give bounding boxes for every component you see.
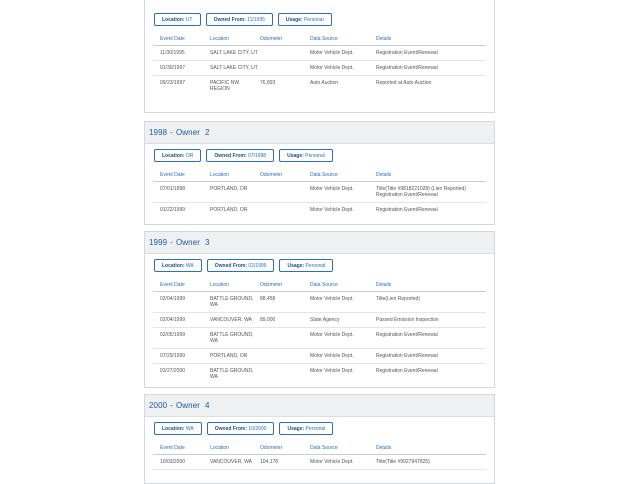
owned-from-chip[interactable]: Owned From: 10/2000 (207, 422, 275, 435)
owner-chips (145, 254, 494, 272)
owner-card-1 (144, 0, 495, 113)
owner-title: 1999 - Owner 3 (149, 238, 210, 247)
table-row: 07/01/1998 PORTLAND, OR Motor Vehicle Dept. Title(Title #9818221028) (Lien Reported) Registration Event/Renewal (153, 182, 486, 203)
col-event-date: Event Date (160, 36, 185, 42)
owner-chips (145, 417, 494, 435)
col-odometer: Odometer (260, 36, 283, 42)
owned-from-chip[interactable]: Owned From: 07/1998 (206, 149, 274, 162)
location-chip[interactable]: Location: UT (154, 13, 201, 26)
col-location: Location (210, 36, 229, 42)
owner-card-3 (144, 231, 495, 388)
owner-title: 1998 - Owner 2 (149, 128, 210, 137)
table-row: 07/29/1999 PORTLAND, OR Motor Vehicle Dept. Registration Event/Renewal (153, 349, 486, 364)
events-table (153, 445, 486, 470)
table-row: 09/23/1997 PACIFIC NW REGION 76,893 Auto Auction Reported at Auto Auction (160, 80, 432, 92)
usage-chip[interactable]: Usage: Personal (279, 259, 333, 272)
events-table (153, 36, 486, 96)
table-row: 02/05/1999 BATTLE GROUND, WA Motor Vehicle Dept. Registration Event/Renewal (153, 328, 486, 349)
location-chip[interactable]: Location: WA (154, 422, 202, 435)
owner-chips (145, 0, 494, 26)
table-header: Event Date Location Odometer Data Source Details (153, 282, 486, 292)
usage-chip[interactable]: Usage: Personal (279, 422, 333, 435)
location-chip[interactable]: Location: WA (154, 259, 202, 272)
col-details: Details (376, 36, 392, 42)
owner-chips (145, 144, 494, 162)
owner-header (145, 122, 494, 144)
table-row: 01/22/1999 PORTLAND, OR Motor Vehicle Dept. Registration Event/Renewal (160, 207, 438, 213)
table-row: 03/27/2000 BATTLE GROUND, WA Motor Vehicle Dept. Registration Event/Renewal (160, 368, 438, 380)
table-header (153, 36, 486, 46)
table-row: 01/30/1997 SALT LAKE CITY, UT Motor Vehicle Dept. Registration Event/Renewal (153, 61, 486, 76)
table-row: 11/30/1995 SALT LAKE CITY, UT Motor Vehicle Dept. Registration Event/Renewal (153, 46, 486, 61)
table-row: 02/04/1999 BATTLE GROUND, WA 88,458 Motor Vehicle Dept. Title(Lien Reported) (153, 292, 486, 313)
table-header: Event Date Location Odometer Data Source Details (153, 172, 486, 182)
owned-from-chip[interactable]: Owned From: 02/1999 (207, 259, 275, 272)
table-row: 02/04/1999 VANCOUVER, WA 89,000 State Agency Passed Emission Inspection (153, 313, 486, 328)
owned-from-chip[interactable]: Owned From: 11/1995 (206, 13, 273, 26)
events-table (153, 172, 486, 217)
owner-title: 2000 - Owner 4 (149, 401, 210, 410)
location-chip[interactable]: Location: OR (154, 149, 201, 162)
usage-chip[interactable]: Usage: Personal (279, 149, 333, 162)
events-table (153, 282, 486, 384)
owner-card-4 (144, 394, 495, 484)
owner-header (145, 232, 494, 254)
table-header: Event Date Location Odometer Data Source Details (153, 445, 486, 455)
usage-chip[interactable]: Usage: Personal (278, 13, 332, 26)
owner-card-2 (144, 121, 495, 225)
col-data-source: Data Source (310, 36, 338, 42)
owner-header (145, 395, 494, 417)
table-row: 10/03/2000 VANCOUVER, WA 104,178 Motor Vehicle Dept. Title(Title #9927947825) (153, 455, 486, 470)
